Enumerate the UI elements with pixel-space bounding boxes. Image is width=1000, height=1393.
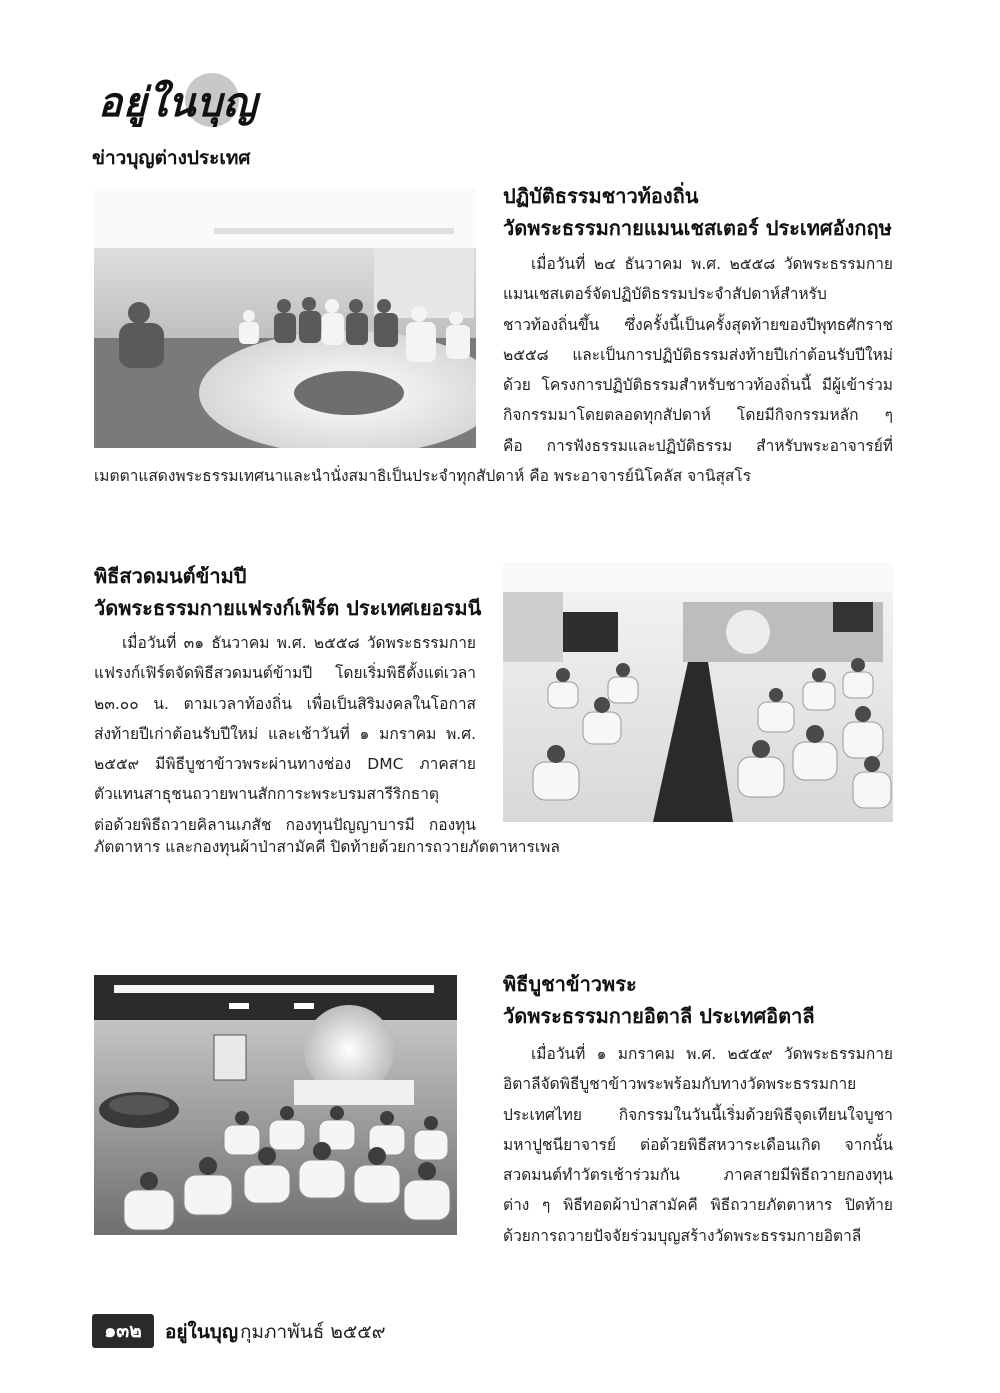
article-1-title-line1: ปฏิบัติธรรมชาวท้องถิ่น [503,184,699,208]
article-2-line-4: ส่งท้ายปีเก่าต้อนรับปีใหม่ และเช้าวันที่ ๑ มกราคม พ.ศ. [94,724,476,743]
article-2-line-5: ๒๕๕๙ มีพิธีบูชาข้าวพระผ่านทางช่อง DMC ภาคสาย [94,755,476,774]
article-3-line-4: มหาปูชนียาจารย์ ต่อด้วยพิธีสหวาระเดือนเกิด จากนั้น [503,1135,893,1154]
article-1-line-4: ๒๕๕๘ และเป็นการปฏิบัติธรรมส่งท้ายปีเก่าต้อนรับปีใหม่ [503,345,893,364]
photo-italy-offering [94,975,457,1235]
article-1-line-6: กิจกรรมมาโดยตลอดทุกสัปดาห์ โดยมีกิจกรรมหลัก ๆ [503,406,893,425]
article-3-body [503,1039,893,1251]
article-3-line-5: สวดมนต์ทำวัตรเช้าร่วมกัน ภาคสายมีพิธีถวายกองทุน [503,1166,893,1185]
footer-magazine-title: อยู่ในบุญ [165,1321,239,1343]
article-1-line-1: เมื่อวันที่ ๒๔ ธันวาคม พ.ศ. ๒๕๕๘ วัดพระธรรมกาย [531,255,893,273]
photo-italy-graphic [94,975,457,1235]
article-3-line-3: ประเทศไทย กิจกรรมในวันนี้เริ่มด้วยพิธีจุดเทียนใจบูชา [503,1105,893,1124]
article-2-line-6: ตัวแทนสาธุชนถวายพานสักการะพระบรมสารีริกธาตุ [94,785,439,804]
photo-manchester-graphic [94,188,476,448]
article-2-line-7: ต่อด้วยพิธีถวายคิลานเภสัช กองทุนปัญญาบารมี กองทุน [94,815,476,834]
article-2-title-line1: พิธีสวดมนต์ข้ามปี [94,564,247,588]
article-3-line-7: ด้วยการถวายปัจจัยร่วมบุญสร้างวัดพระธรรมกายอิตาลี [503,1226,862,1245]
article-1-line-7: คือ การฟังธรรมและปฏิบัติธรรม สำหรับพระอาจารย์ที่ [503,436,893,455]
article-2-body [94,628,476,840]
article-3-title-line1: พิธีบูชาข้าวพระ [503,972,637,996]
photo-manchester-meditation [94,188,476,448]
article-1-line-5: ด้วย โครงการปฏิบัติธรรมสำหรับชาวท้องถิ่นนี้ มีผู้เข้าร่วม [503,376,893,395]
article-1-body [503,249,893,461]
article-3-line-2: อิตาลีจัดพิธีบูชาข้าวพระพร้อมกับทางวัดพระธรรมกาย [503,1075,857,1094]
article-3-line-1: เมื่อวันที่ ๑ มกราคม พ.ศ. ๒๕๕๙ วัดพระธรรมกาย [531,1045,893,1063]
page-number-badge: ๑๓๒ [92,1314,154,1348]
article-2-last-line: ภัตตาหาร และกองทุนผ้าป่าสามัคคี ปิดท้ายด้วยการถวายภัตตาหารเพล [94,838,560,856]
article-2-line-3: ๒๓.๐๐ น. ตามเวลาท้องถิ่น เพื่อเป็นสิริมงคลในโอกาส [94,694,476,713]
article-2-title-line2: วัดพระธรรมกายแฟรงก์เฟิร์ต ประเทศเยอรมนี [94,596,482,620]
article-1-line-3: ชาวท้องถิ่นขึ้น ซึ่งครั้งนี้เป็นครั้งสุดท้ายของปีพุทธศักราช [503,315,893,334]
article-3-line-6: ต่าง ๆ พิธีทอดผ้าป่าสามัคคี พิธีถวายภัตตาหาร ปิดท้าย [503,1196,893,1215]
footer-issue-date: กุมภาพันธ์ ๒๕๕๙ [240,1321,386,1343]
article-1-last-line: เมตตาแสดงพระธรรมเทศนาและนำนั่งสมาธิเป็นประจำทุกสัปดาห์ คือ พระอาจารย์นิโคลัส จานิสุสโร [94,467,752,485]
section-label: ข่าวบุญต่างประเทศ [92,147,251,169]
article-2-line-2: แฟรงก์เฟิร์ตจัดพิธีสวดมนต์ข้ามปี โดยเริ่มพิธีตั้งแต่เวลา [94,664,476,683]
magazine-logo: อยู่ในบุญ [98,79,258,126]
article-3-title-line2: วัดพระธรรมกายอิตาลี ประเทศอิตาลี [503,1004,815,1028]
article-1-title-line2: วัดพระธรรมกายแมนเชสเตอร์ ประเทศอังกฤษ [503,216,892,240]
photo-frankfurt-chanting [503,562,893,822]
article-2-line-1: เมื่อวันที่ ๓๑ ธันวาคม พ.ศ. ๒๕๕๘ วัดพระธรรมกาย [122,634,476,652]
article-1-line-2: แมนเชสเตอร์จัดปฏิบัติธรรมประจำสัปดาห์สำหรับ [503,285,827,304]
photo-frankfurt-graphic [503,562,893,822]
